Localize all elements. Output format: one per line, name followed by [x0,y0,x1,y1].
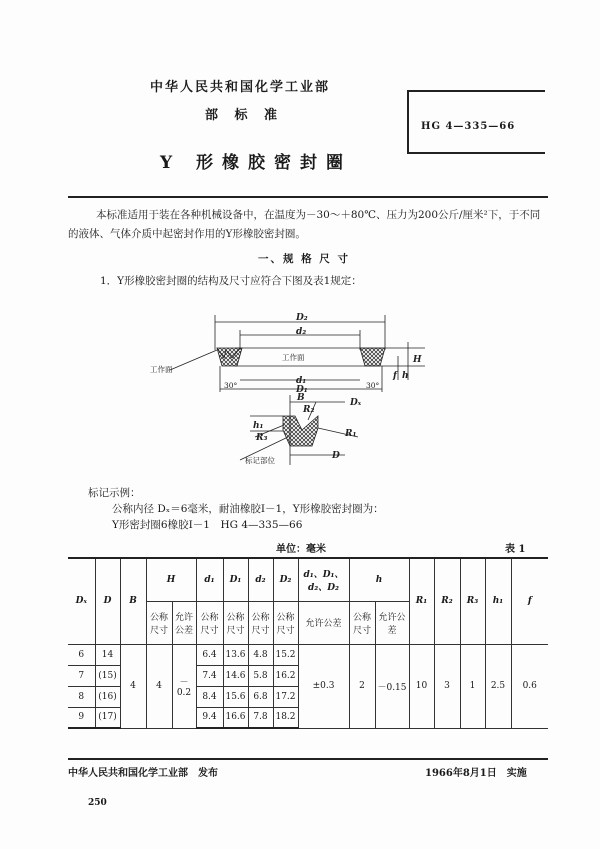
cell-Dx: 7 [68,665,95,686]
label-angle-left: 30° [224,381,238,390]
cell-d1: 6.4 [196,644,223,665]
cell-Dx: 9 [68,707,95,728]
label-h: h [402,371,409,381]
cell-h: 2 [349,644,375,728]
label-work-face: 工作面 [282,353,305,362]
dimension-table [68,557,548,729]
standard-type: 部 标 准 [205,108,284,123]
header-H-tolerance: 允许公差 [172,601,196,644]
cell-d1: 7.4 [196,665,223,686]
cell-Dx: 6 [68,644,95,665]
header-D2: D₂ [273,558,298,601]
header-R3: R₃ [460,558,485,644]
label-H: H [413,355,422,365]
cell-d1: 8.4 [196,686,223,707]
cell-h-tol: －0.15 [375,644,409,728]
header-Dx: Dₓ [68,558,95,644]
table-row [68,644,548,665]
cell-B: 4 [120,644,146,728]
header-h-tolerance: 允许公差 [375,601,409,644]
cell-d-tol: ±0.3 [298,644,349,728]
page-number: 250 [88,798,107,808]
cell-f: 0.6 [511,644,548,728]
cell-D1: 14.6 [223,665,248,686]
cell-d2: 5.8 [248,665,273,686]
label-R1: R₁ [345,429,357,439]
table-unit: 单位：毫米 [276,544,326,555]
header-f: f [511,558,548,644]
header-h1: h₁ [485,558,511,644]
cell-d2: 6.8 [248,686,273,707]
label-mark-position: 标记部位 [245,456,275,465]
cell-D2: 17.2 [273,686,298,707]
header-D2-nominal: 公称尺寸 [273,601,298,644]
example-line-2: Y形密封圈6橡胶Ⅰ－1 HG 4—335—66 [112,519,303,531]
label-D: D [332,451,340,461]
label-angle-right: 30° [366,381,380,390]
label-work-face-left: 工作面 [150,365,173,374]
cell-D1: 15.6 [223,686,248,707]
example-line-1: 公称内径 Dₓ＝6毫米，耐油橡胶Ⅰ－1，Y形橡胶密封圈为： [112,503,384,515]
header-d2-nominal: 公称尺寸 [248,601,273,644]
header-R2: R₂ [434,558,460,644]
document-title: Y 形橡胶密封圈 [160,153,353,173]
header-h: h [349,558,409,601]
cell-D2: 15.2 [273,644,298,665]
intro-paragraph: 本标准适用于装在各种机械设备中，在温度为－30～＋80℃、压力为200公斤/厘米²下，于不同的液体、气体介质中起密封作用的Y形橡胶密封圈。 [68,209,541,240]
label-h1: h₁ [253,421,264,431]
example-label: 标记示例： [88,487,141,499]
cell-D: (16) [95,686,120,707]
cell-D2: 16.2 [273,665,298,686]
label-f: f [393,371,397,381]
cell-d1: 9.4 [196,707,223,728]
header-h-nominal: 公称尺寸 [349,601,375,644]
cell-H: 4 [146,644,172,728]
cell-d2: 7.8 [248,707,273,728]
cell-D1: 16.6 [223,707,248,728]
header-D1-nominal: 公称尺寸 [223,601,248,644]
label-d1: d₁ [296,376,307,386]
footer-rule [68,758,548,760]
cell-D1: 13.6 [223,644,248,665]
header-d-tolerance: 允许公差 [298,601,349,644]
cell-d2: 4.8 [248,644,273,665]
header-D1: D₁ [223,558,248,601]
footer-issuer: 中华人民共和国化学工业部 发布 [68,768,218,779]
header-d2: d₂ [248,558,273,601]
table-caption: 表 1 [505,544,526,555]
header-d1: d₁ [196,558,223,601]
label-D1: D₁ [296,385,308,395]
header-H: H [146,558,196,601]
cell-D2: 18.2 [273,707,298,728]
label-D2: D₂ [296,313,308,323]
cell-H-tol: －0.2 [172,644,196,728]
cell-D: (15) [95,665,120,686]
header-tolerance-group: d₁、D₁、d₂、D₂ [298,558,349,601]
cell-Dx: 8 [68,686,95,707]
label-R3: R₃ [256,433,268,443]
cell-R2: 3 [434,644,460,728]
header-R1: R₁ [409,558,434,644]
header-B: B [120,558,146,644]
section-heading: 一、规 格 尺 寸 [258,253,350,265]
header-d1-nominal: 公称尺寸 [196,601,223,644]
cell-R1: 10 [409,644,434,728]
label-Dx: Dₓ [350,398,362,408]
label-d2: d₂ [296,327,307,337]
header-D: D [95,558,120,644]
clause-1: 1．Y形橡胶密封圈的结构及尺寸应符合下图及表1规定： [100,275,362,287]
cell-h1: 2.5 [485,644,511,728]
header-H-nominal: 公称尺寸 [146,601,172,644]
ministry-name: 中华人民共和国化学工业部 [150,80,331,95]
label-B: B [297,393,305,403]
standard-code: HG 4—335—66 [421,121,516,132]
cell-R3: 1 [460,644,485,728]
footer-date: 1966年8月1日 实施 [425,768,527,779]
cell-D: (17) [95,707,120,728]
cell-D: 14 [95,644,120,665]
label-R2: R₂ [303,405,315,415]
